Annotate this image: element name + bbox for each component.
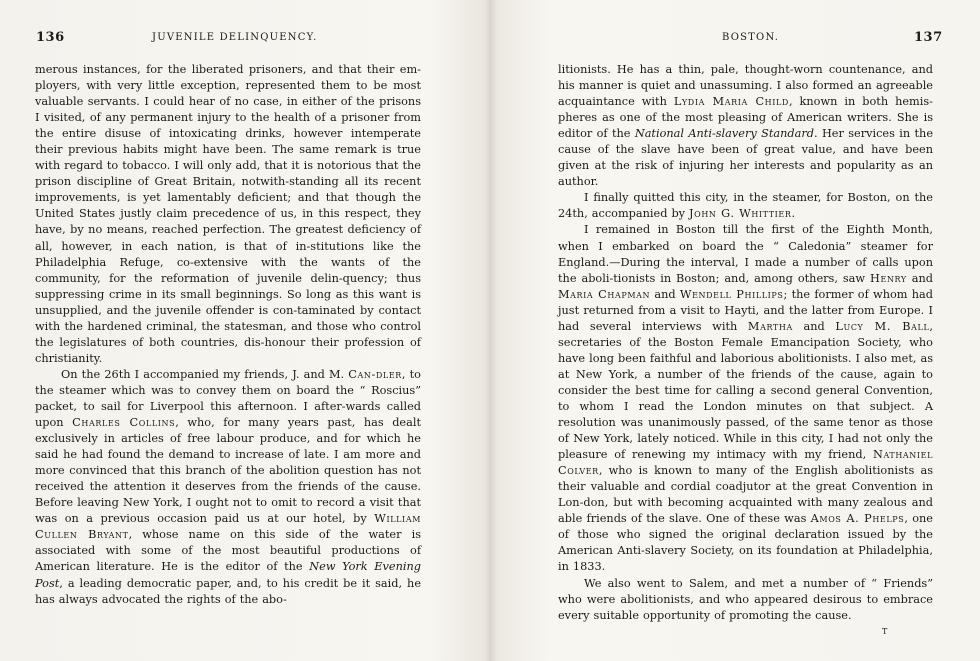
paragraph <box>35 62 421 367</box>
text-run: ; the former of whom had just returned from a visit to Hayti, and the latter from Europe. I had several interviews with <box>558 287 933 333</box>
name-small-caps: Charles Collins <box>72 416 176 430</box>
text-run: On the 26th I accompanied my friends, J. and M. <box>61 367 349 381</box>
right-page-number: 137 <box>914 30 943 45</box>
paragraph <box>558 62 933 190</box>
name-small-caps: Lydia Maria Child <box>673 95 789 109</box>
text-run: and <box>792 319 836 333</box>
text-run: , whose name on this side of the water is associated with some of the most beautiful productions of American literature. He is the editor of the <box>35 528 421 574</box>
text-run: , who is known to many of the English abolitionists as their valuable and cordial coadjutor at the great Convention in Lon-don, but with becoming acquainted with many zealous and able friends of the slave. One of these was <box>558 464 933 526</box>
text-run: litionists. He has a thin, pale, thought-worn countenance, and his manner is quiet and unassuming. I also formed an agreeable acquaintance with <box>558 63 933 109</box>
right-page-body <box>558 62 933 624</box>
text-run: , who, for many years past, has dealt exclusively in articles of free labour produce, and for which he said he had found the demand to increase of late. I am more and more convinced that this branch of the abolition question has not received the attention it deserves from the friends of the cause. Before leaving New York, I ought not to omit to record a visit that was on a previous occasion paid us at our hotel, by <box>35 416 421 526</box>
left-page-number: 136 <box>36 30 65 45</box>
italic-title: National Anti-slavery Standard <box>634 127 814 141</box>
paragraph <box>558 576 933 624</box>
name-small-caps: Can-dler <box>348 367 402 381</box>
text-run: We also went to Salem, and met a number of “ Friends” who were abolitionists, and who appeared desirous to embrace every suitable opportunity of promoting the cause. <box>558 576 933 622</box>
text-run: I finally quitted this city, in the steamer, for Boston, on the 24th, accompanied by <box>558 191 933 221</box>
name-small-caps: Maria Chapman <box>558 287 651 301</box>
name-small-caps: Martha <box>747 319 793 333</box>
text-run: , secretaries of the Boston Female Emancipation Society, who have long been faithful and laborious abolitionists. I also met, as at New York, a number of the friends of the cause, again to consider the best time for calling a second general Convention, to whom I read the London minutes on that subject. A resolution was unanimously passed, of the same tenor as those of New York, lately noticed. While in this city, I had not only the pleasure of renewing my intimacy with my friend, <box>558 319 933 462</box>
text-run: and <box>906 271 934 285</box>
text-run: merous instances, for the liberated prisoners, and that their em-ployers, with very little exception, represented them to be most valuable servants. I could hear of no case, in either of the prisons I visited, of any permanent injury to the health of a prisoner from the entire disuse of intoxicating drinks, however intemperate their previous habits might have been. The same remark is true with regard to tobacco. I will only add, that it is notorious that the prison discipline of Great Britain, notwith-standing all its recent improvements, is yet lamentably deficient; and that though the United States justly claim precedence of us, in this respect, they have, by no means, reached perfection. The greatest deficiency of all, however, in each nation, is that of in-stitutions like the Philadelphia Refuge, co-extensive with the wants of the community, for the reformation of juvenile delin-quency; thus suppressing crime in its small beginnings. So long as this want is unsupplied, and the juvenile offender is con-taminated by contact with the hardened criminal, the statesman, and those who control the legislatures of both countries, dis-honour their profession of christianity. <box>35 63 421 365</box>
left-page-body <box>35 62 421 608</box>
text-run: and <box>650 287 680 301</box>
text-run: I remained in Boston till the first of the Eighth Month, when I embarked on board the “ Caledonia” steamer for England.—During the interval, I made a number of calls upon the aboli-tionists in Boston; and, among others, saw <box>558 223 933 285</box>
paragraph <box>35 367 421 608</box>
name-small-caps: William Cullen Bryant <box>35 512 421 542</box>
text-run: , known in both hemis-pheres as one of the most pleasing of American writers. She is editor of the <box>558 95 933 141</box>
name-small-caps: Henry <box>870 271 907 285</box>
text-run: , one of those who signed the original declaration issued by the American Anti-slavery Society, on its foundation at Philadelphia, in 1833. <box>558 512 933 574</box>
text-run: . <box>791 207 796 221</box>
italic-title: New York Evening Post <box>35 560 421 590</box>
name-small-caps: Lucy M. Ball <box>835 319 930 333</box>
name-small-caps: Amos A. Phelps <box>810 512 905 526</box>
name-small-caps: John G. Whittier <box>689 207 792 221</box>
paragraph <box>558 190 933 222</box>
right-running-header: BOSTON. <box>722 32 780 43</box>
signature-mark: T <box>882 627 888 636</box>
text-run: , to the steamer which was to convey them on board the “ Roscius” packet, to sail for Liverpool this afternoon. I after-wards called upon <box>35 367 421 430</box>
text-run: . Her services in the cause of the slave have been of great value, and have been given at the risk of injuring her interests and popularity as an author. <box>558 127 934 189</box>
name-small-caps: Nathaniel Colver <box>558 448 933 478</box>
paragraph <box>558 222 933 575</box>
left-running-header: JUVENILE DELINQUENCY. <box>152 32 318 43</box>
name-small-caps: Wendell Phillips <box>679 287 784 301</box>
right-page <box>490 0 980 661</box>
text-run: , a leading democratic paper, and, to his credit be it said, he has always advocated the rights of the abo- <box>35 576 421 606</box>
